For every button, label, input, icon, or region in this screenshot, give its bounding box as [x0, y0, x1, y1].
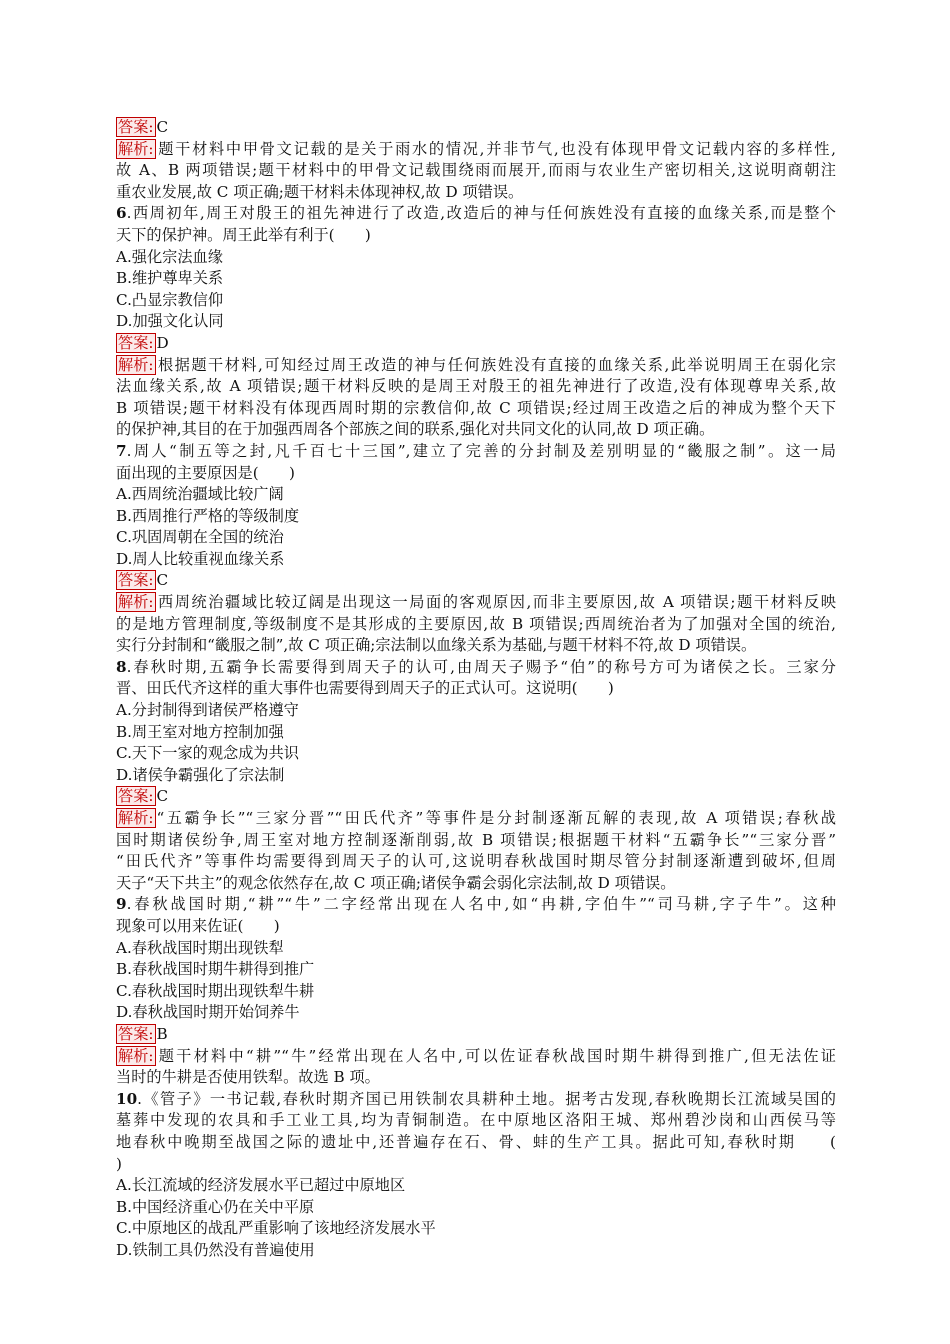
analysis-text: B 项错误;题干材料没有体现西周时期的宗教信仰,故 C 项错误;经过周王改造之后的神成为整个天下: [116, 398, 836, 417]
answer-option: C.巩固周朝在全国的统治: [116, 528, 284, 547]
analysis-line: [116, 851, 836, 873]
question-text: 现象可以用来佐证( ): [116, 916, 280, 935]
question-number: 6: [116, 204, 127, 223]
analysis-line: [116, 160, 836, 182]
analysis-line: [116, 808, 836, 830]
question-line: [116, 894, 836, 916]
analysis-line: [116, 182, 836, 204]
question-line: [116, 1110, 836, 1132]
question-line: [116, 203, 836, 225]
question-line: [116, 1089, 836, 1111]
answer-line: [116, 333, 836, 355]
answer-option: D.周人比较重视血缘关系: [116, 549, 285, 568]
answer-option: B.周王室对地方控制加强: [116, 722, 284, 741]
analysis-text: 当时的牛耕是否使用铁犁。故选 B 项。: [116, 1068, 380, 1087]
question-number: 9: [116, 895, 127, 914]
question-text: ): [116, 1154, 122, 1173]
question-text: .《管子》一书记载,春秋时期齐国已用铁制农具耕种土地。据考古发现,春秋晚期长江流域吴国的: [137, 1089, 836, 1108]
answer-text: C: [156, 571, 169, 590]
question-text: 地春秋中晚期至战国之际的遗址中,还普遍存在石、骨、蚌的生产工具。据此可知,春秋时期 (: [116, 1132, 836, 1151]
question-text: 墓葬中发现的农具和手工业工具,均为青铜制造。在中原地区洛阳王城、郑州碧沙岗和山西侯马等: [116, 1111, 836, 1130]
analysis-label: 解析:: [118, 355, 154, 374]
answer-line: [116, 1024, 836, 1046]
answer-option: C.中原地区的战乱严重影响了该地经济发展水平: [116, 1219, 436, 1238]
answer-line: [116, 570, 836, 592]
analysis-line: [116, 419, 836, 441]
answer-option: A.强化宗法血缘: [116, 247, 223, 266]
analysis-text: 故 A、B 两项错误;题干材料中的甲骨文记载围绕雨而展开,而雨与农业生产密切相关,这说明商朝注: [116, 161, 836, 180]
question-line: [116, 916, 836, 938]
question-line: [116, 1132, 836, 1154]
analysis-line: [116, 376, 836, 398]
analysis-text: 天子“天下共主”的观念依然存在,故 C 项正确;诸侯争霸会弱化宗法制,故 D 项错误。: [116, 873, 676, 892]
analysis-text: 的保护神,其目的在于加强西周各个部族之间的联系,强化对共同文化的认同,故 D 项正确。: [116, 420, 715, 439]
analysis-label: 解析:: [118, 1046, 154, 1065]
analysis-label: 解析:: [118, 139, 154, 158]
analysis-line: [116, 1046, 836, 1068]
analysis-line: [116, 1067, 836, 1089]
analysis-line: [116, 398, 836, 420]
question-line: [116, 441, 836, 463]
analysis-text: 重农业发展,故 C 项正确;题干材料未体现神权,故 D 项错误。: [116, 182, 524, 201]
question-line: [116, 678, 836, 700]
question-text: 晋、田氏代齐这样的重大事件也需要得到周天子的正式认可。这说明( ): [116, 679, 614, 698]
question-text: .周人“制五等之封,凡千百七十三国”,建立了完善的分封制及差别明显的“畿服之制”。这一局: [126, 441, 836, 460]
question-content: [116, 117, 836, 1261]
answer-option: B.春秋战国时期牛耕得到推广: [116, 960, 315, 979]
question-text: 面出现的主要原因是( ): [116, 463, 295, 482]
answer-option: D.铁制工具仍然没有普遍使用: [116, 1240, 315, 1259]
answer-option: A.西周统治疆域比较广阔: [116, 485, 284, 504]
question-text: 天下的保护神。周王此举有利于( ): [116, 225, 371, 244]
question-line: [116, 657, 836, 679]
analysis-line: [116, 592, 836, 614]
question-text: .春秋战国时期,“耕”“牛”二字经常出现在人名中,如“冉耕,字伯牛”“司马耕,字子牛”。这种: [126, 895, 836, 914]
analysis-text: “五霸争长”“三家分晋”“田氏代齐”等事件是分封制逐渐瓦解的表现,故 A 项错误;春秋战: [156, 809, 836, 827]
answer-label: 答案:: [118, 333, 154, 352]
answer-option: D.诸侯争霸强化了宗法制: [116, 765, 285, 784]
question-text: .西周初年,周王对殷王的祖先神进行了改造,改造后的神与任何族姓没有直接的血缘关系,而是整个: [126, 204, 836, 223]
question-line: [116, 463, 836, 485]
answer-option: D.加强文化认同: [116, 312, 224, 331]
answer-option: D.春秋战国时期开始饲养牛: [116, 1003, 300, 1022]
answer-label: 答案:: [118, 571, 154, 590]
question-text: .春秋时期,五霸争长需要得到周天子的认可,由周天子赐予“伯”的称号方可为诸侯之长。三家分: [126, 657, 836, 676]
analysis-label: 解析:: [118, 593, 154, 612]
analysis-line: [116, 139, 836, 161]
analysis-text: “田氏代齐”等事件均需要得到周天子的认可,这说明春秋战国时期尽管分封制逐渐遭到破坏,但周: [116, 852, 836, 871]
question-number: 7: [116, 441, 127, 460]
answer-option: A.分封制得到诸侯严格遵守: [116, 701, 299, 720]
analysis-text: 题干材料中甲骨文记载的是关于雨水的情况,并非节气,也没有体现甲骨文记载内容的多样性,: [156, 139, 836, 158]
answer-label: 答案:: [118, 787, 154, 806]
answer-option: A.春秋战国时期出现铁犁: [116, 938, 284, 957]
answer-option: A.长江流域的经济发展水平已超过中原地区: [116, 1176, 406, 1195]
answer-text: C: [156, 118, 169, 136]
answer-option: C.天下一家的观念成为共识: [116, 744, 299, 763]
answer-text: C: [156, 787, 169, 806]
analysis-text: 实行分封制和“畿服之制”,故 C 项正确;宗法制以血缘关系为基础,与题干材料不符,故 D 项错误。: [116, 636, 757, 655]
answer-line: [116, 786, 836, 808]
analysis-text: 国时期诸侯纷争,周王室对地方控制逐渐削弱,故 B 项错误;根据题干材料“五霸争长”“三家分晋”: [116, 830, 836, 849]
answer-line: [116, 117, 836, 139]
analysis-text: 西周统治疆域比较辽阔是出现这一局面的客观原因,而非主要原因,故 A 项错误;题干材料反映: [156, 593, 836, 612]
answer-option: B.西周推行严格的等级制度: [116, 506, 300, 525]
answer-label: 答案:: [118, 1024, 154, 1043]
answer-text: D: [156, 333, 169, 352]
question-line: [116, 225, 836, 247]
question-number: 10: [116, 1089, 138, 1108]
answer-option: B.维护尊卑关系: [116, 269, 224, 288]
answer-label: 答案:: [118, 118, 154, 136]
analysis-line: [116, 635, 836, 657]
answer-option: C.春秋战国时期出现铁犁牛耕: [116, 981, 315, 1000]
analysis-label: 解析:: [118, 809, 154, 827]
answer-option: B.中国经济重心仍在关中平原: [116, 1197, 315, 1216]
question-line: [116, 1154, 836, 1176]
analysis-line: [116, 873, 836, 895]
analysis-text: 的是地方管理制度,等级制度不是其形成的主要原因,故 B 项错误;西周统治者为了加强对全国的统治,: [116, 614, 836, 633]
analysis-text: 法血缘关系,故 A 项错误;题干材料反映的是周王对殷王的祖先神进行了改造,没有体现尊卑关系,故: [116, 377, 836, 396]
analysis-text: 题干材料中“耕”“牛”经常出现在人名中,可以佐证春秋战国时期牛耕得到推广,但无法佐证: [156, 1046, 836, 1065]
question-number: 8: [116, 657, 127, 676]
analysis-line: [116, 830, 836, 852]
answer-text: B: [156, 1024, 168, 1043]
analysis-text: 根据题干材料,可知经过周王改造的神与任何族姓没有直接的血缘关系,此举说明周王在弱化宗: [156, 355, 836, 374]
analysis-line: [116, 614, 836, 636]
answer-option: C.凸显宗教信仰: [116, 290, 224, 309]
analysis-line: [116, 355, 836, 377]
